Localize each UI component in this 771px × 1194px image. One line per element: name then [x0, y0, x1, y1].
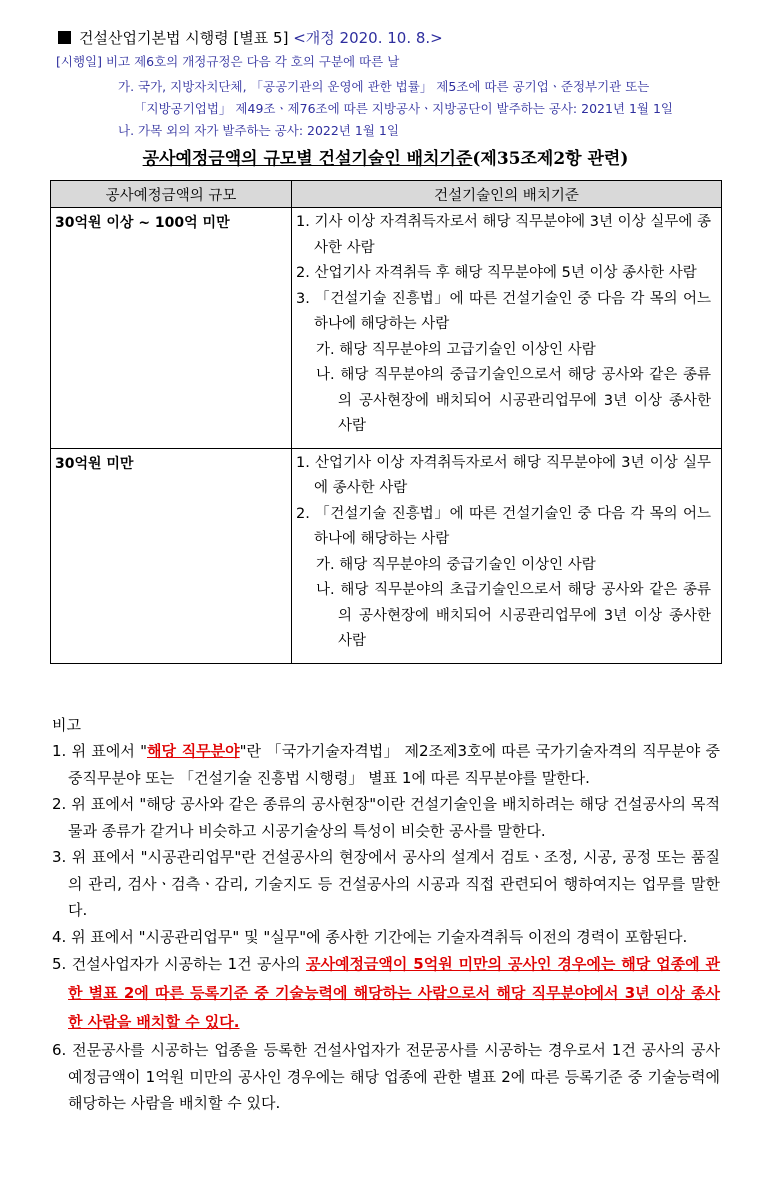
effective-note-line4: 나. 가목 외의 자가 발주하는 공사: 2022년 1월 1일 [118, 123, 399, 138]
effective-note-line1: [시행일] 비고 제6호의 개정규정은 다음 각 호의 구분에 따른 날 [56, 54, 400, 69]
criteria-item: 2. 산업기사 자격취득 후 해당 직무분야에 5년 이상 종사한 사람 [296, 265, 697, 281]
remark-1-prefix: 1. 위 표에서 " [52, 742, 147, 760]
header-scale: 공사예정금액의 규모 [51, 181, 292, 208]
criteria-subitem: 가. 해당 직무분야의 고급기술인 이상인 사람 [316, 341, 596, 358]
scale-cell: 30억원 이상 ~ 100억 미만 [51, 208, 292, 449]
effective-note-line2: 가. 국가, 지방자치단체, 「공공기관의 운영에 관한 법률」 제5조에 따른 공기업ㆍ준정부기관 또는 [118, 79, 650, 94]
document-header [58, 28, 443, 48]
remark-5-prefix: 5. 건설사업자가 시공하는 1건 공사의 [52, 955, 306, 973]
criteria-cell [292, 448, 722, 663]
remark-5 [52, 950, 720, 1037]
remark-3: 3. 위 표에서 "시공관리업무"란 건설공사의 현장에서 공사의 설계서 검토ㆍ조정, 시공, 공정 또는 품질의 관리, 검사ㆍ검측ㆍ감리, 기술지도 등 건설공사의 시공과 직접 관련되어 행하여지는 업무를 말한다. [52, 848, 720, 919]
criteria-subitem: 나. 해당 직무분야의 초급기술인으로서 해당 공사와 같은 종류의 공사현장에 배치되어 시공관리업무에 3년 이상 종사한 사람 [316, 582, 711, 649]
remark-2: 2. 위 표에서 "해당 공사와 같은 종류의 공사현장"이란 건설기술인을 배치하려는 해당 건설공사의 목적물과 종류가 같거나 비슷하고 시공기술상의 특성이 비슷한 공사를 말한다. [52, 795, 720, 840]
criteria-cell [292, 208, 722, 449]
criteria-item: 3. 「건설기술 진흥법」에 따른 건설기술인 중 다음 각 목의 어느 하나에 해당하는 사람 [296, 290, 711, 332]
black-square-icon [58, 31, 71, 44]
remarks-title: 비고 [52, 716, 81, 734]
remark-1-highlight: 해당 직무분야 [146, 742, 240, 760]
table-title [0, 148, 771, 170]
effective-note-line3: 「지방공기업법」 제49조ㆍ제76조에 따른 지방공사ㆍ지방공단이 발주하는 공사: 2021년 1월 1일 [134, 101, 674, 116]
remark-1-text: "란 「국가기술자격법」 제2조제3호에 따른 국가기술자격의 직무분야 중 중직무분야 또는 「건설기술 진흥법 시행령」 별표 1에 따른 직무분야를 말한다. [68, 742, 720, 787]
remark-5-highlight: 공사예정금액이 5억원 미만의 공사인 경우에는 해당 업종에 관한 별표 2에 따른 등록기준 중 기술능력에 해당하는 사람으로서 해당 직무분야에서 3년 이상 종사한 사람을 배치할 수 있다. [68, 955, 720, 1031]
criteria-item: 2. 「건설기술 진흥법」에 따른 건설기술인 중 다음 각 목의 어느 하나에 해당하는 사람 [296, 505, 711, 547]
criteria-item: 1. 산업기사 이상 자격취득자로서 해당 직무분야에 3년 이상 실무에 종사한 사람 [296, 454, 711, 496]
criteria-subitem: 나. 해당 직무분야의 중급기술인으로서 해당 공사와 같은 종류의 공사현장에 배치되어 시공관리업무에 3년 이상 종사한 사람 [316, 367, 711, 434]
table-row [51, 448, 722, 663]
remark-4: 4. 위 표에서 "시공관리업무" 및 "실무"에 종사한 기간에는 기술자격취득 이전의 경력이 포함된다. [52, 927, 688, 946]
criteria-item: 1. 기사 이상 자격취득자로서 해당 직무분야에 3년 이상 실무에 종사한 사람 [296, 214, 711, 256]
scale-cell: 30억원 미만 [51, 448, 292, 663]
table-title-main: 공사예정금액의 규모별 건설기술인 배치기준 [142, 149, 473, 169]
revision-date: <개정 2020. 10. 8.> [293, 29, 443, 47]
table-title-ref: (제35조제2항 관련) [472, 149, 629, 169]
remark-1 [52, 738, 720, 791]
header-title: 건설산업기본법 시행령 [별표 5] [79, 29, 289, 47]
placement-criteria-table [50, 180, 722, 664]
remarks-section [52, 712, 720, 1117]
header-criteria: 건설기술인의 배치기준 [292, 181, 722, 208]
remark-6: 6. 전문공사를 시공하는 업종을 등록한 건설사업자가 전문공사를 시공하는 경우로서 1건 공사의 공사예정금액이 1억원 미만의 공사인 경우에는 해당 업종에 관한 별표 2에 따른 등록기준 중 기술능력에 해당하는 사람을 배치할 수 있다. [52, 1041, 720, 1112]
criteria-subitem: 가. 해당 직무분야의 중급기술인 이상인 사람 [316, 556, 596, 573]
table-header-row [51, 181, 722, 208]
table-row [51, 208, 722, 449]
